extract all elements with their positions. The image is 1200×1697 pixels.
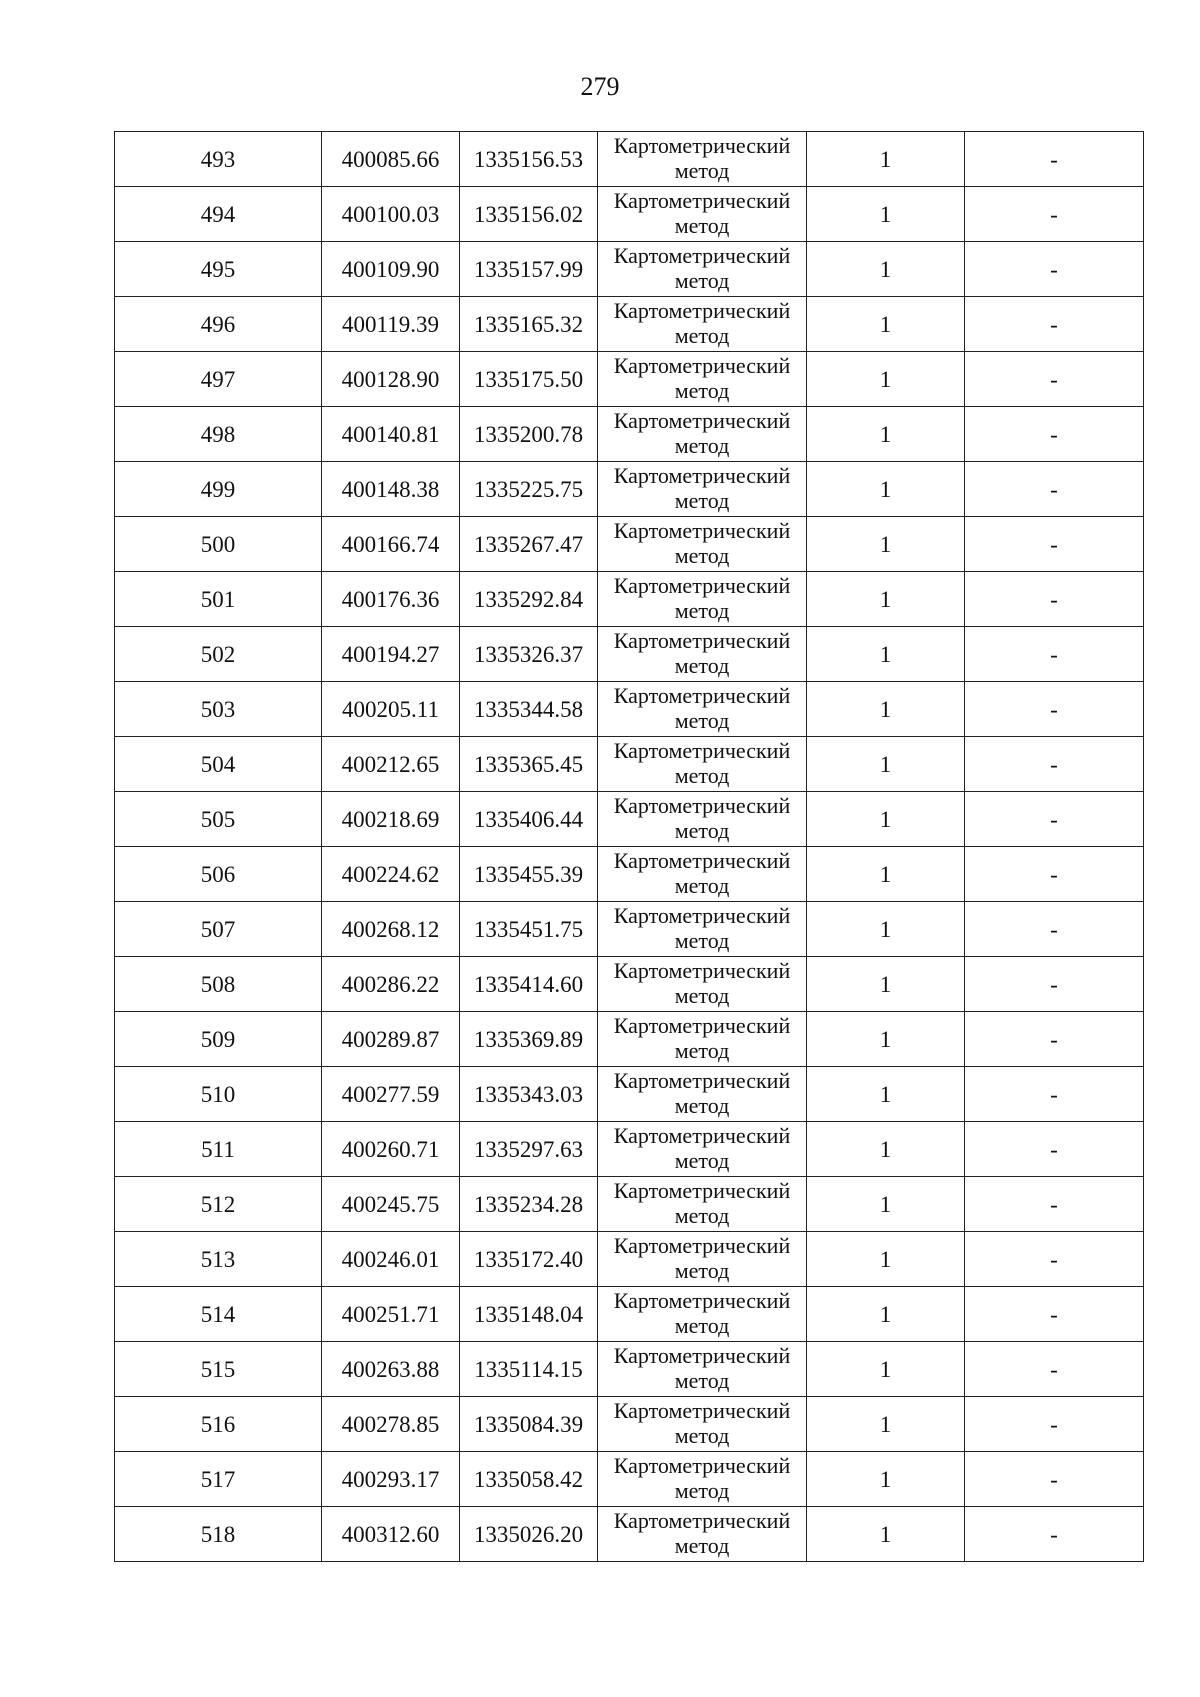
coordinates-table: [114, 131, 1144, 1562]
method-cell: [598, 1342, 807, 1397]
accuracy-cell: 1: [807, 517, 965, 572]
method-cell: [598, 1122, 807, 1177]
method-name-line: Картометрический: [613, 353, 791, 378]
table-row: [115, 1067, 1144, 1122]
method-name-line: метод: [674, 158, 730, 183]
note-cell: -: [965, 132, 1144, 187]
y-coordinate-cell: 1335455.39: [460, 847, 598, 902]
method-cell: [598, 1177, 807, 1232]
accuracy-cell: 1: [807, 902, 965, 957]
method-name-line: Картометрический: [613, 1288, 791, 1313]
method-cell: [598, 1452, 807, 1507]
method-name-line: Картометрический: [613, 793, 791, 818]
table-row: [115, 682, 1144, 737]
method-name-line: метод: [674, 378, 730, 403]
table-row: [115, 132, 1144, 187]
point-number-cell: 505: [115, 792, 322, 847]
point-number-cell: 514: [115, 1287, 322, 1342]
note-cell: -: [965, 407, 1144, 462]
point-number-cell: 500: [115, 517, 322, 572]
y-coordinate-cell: 1335172.40: [460, 1232, 598, 1287]
accuracy-cell: 1: [807, 187, 965, 242]
method-cell: [598, 1287, 807, 1342]
y-coordinate-cell: 1335451.75: [460, 902, 598, 957]
note-cell: -: [965, 1507, 1144, 1562]
method-name-line: Картометрический: [613, 683, 791, 708]
note-cell: -: [965, 352, 1144, 407]
table-row: [115, 1397, 1144, 1452]
method-name-line: метод: [674, 598, 730, 623]
note-cell: -: [965, 627, 1144, 682]
method-name-line: метод: [674, 983, 730, 1008]
accuracy-cell: 1: [807, 1177, 965, 1232]
y-coordinate-cell: 1335200.78: [460, 407, 598, 462]
y-coordinate-cell: 1335344.58: [460, 682, 598, 737]
accuracy-cell: 1: [807, 132, 965, 187]
coordinates-table-body: [115, 132, 1144, 1562]
table-row: [115, 1177, 1144, 1232]
accuracy-cell: 1: [807, 1067, 965, 1122]
method-cell: [598, 242, 807, 297]
accuracy-cell: 1: [807, 1342, 965, 1397]
y-coordinate-cell: 1335156.53: [460, 132, 598, 187]
point-number-cell: 504: [115, 737, 322, 792]
accuracy-cell: 1: [807, 242, 965, 297]
point-number-cell: 501: [115, 572, 322, 627]
point-number-cell: 513: [115, 1232, 322, 1287]
point-number-cell: 510: [115, 1067, 322, 1122]
y-coordinate-cell: 1335058.42: [460, 1452, 598, 1507]
table-row: [115, 1452, 1144, 1507]
x-coordinate-cell: 400260.71: [322, 1122, 460, 1177]
x-coordinate-cell: 400263.88: [322, 1342, 460, 1397]
method-name-line: Картометрический: [613, 133, 791, 158]
x-coordinate-cell: 400289.87: [322, 1012, 460, 1067]
x-coordinate-cell: 400246.01: [322, 1232, 460, 1287]
accuracy-cell: 1: [807, 682, 965, 737]
note-cell: -: [965, 1452, 1144, 1507]
accuracy-cell: 1: [807, 627, 965, 682]
y-coordinate-cell: 1335156.02: [460, 187, 598, 242]
note-cell: -: [965, 1342, 1144, 1397]
y-coordinate-cell: 1335148.04: [460, 1287, 598, 1342]
method-name-line: Картометрический: [613, 573, 791, 598]
x-coordinate-cell: 400194.27: [322, 627, 460, 682]
method-cell: [598, 132, 807, 187]
accuracy-cell: 1: [807, 1452, 965, 1507]
accuracy-cell: 1: [807, 957, 965, 1012]
note-cell: -: [965, 847, 1144, 902]
method-name-line: метод: [674, 1093, 730, 1118]
method-name-line: Картометрический: [613, 848, 791, 873]
method-name-line: Картометрический: [613, 738, 791, 763]
method-name-line: Картометрический: [613, 1343, 791, 1368]
method-name-line: метод: [674, 1148, 730, 1173]
method-name-line: метод: [674, 1423, 730, 1448]
method-cell: [598, 1507, 807, 1562]
method-name-line: Картометрический: [613, 1398, 791, 1423]
table-row: [115, 792, 1144, 847]
x-coordinate-cell: 400224.62: [322, 847, 460, 902]
method-name-line: метод: [674, 213, 730, 238]
method-cell: [598, 627, 807, 682]
method-cell: [598, 1397, 807, 1452]
method-name-line: метод: [674, 1203, 730, 1228]
point-number-cell: 508: [115, 957, 322, 1012]
table-row: [115, 847, 1144, 902]
note-cell: -: [965, 1232, 1144, 1287]
table-row: [115, 297, 1144, 352]
method-name-line: метод: [674, 1038, 730, 1063]
table-row: [115, 1232, 1144, 1287]
table-row: [115, 627, 1144, 682]
note-cell: -: [965, 572, 1144, 627]
y-coordinate-cell: 1335114.15: [460, 1342, 598, 1397]
x-coordinate-cell: 400268.12: [322, 902, 460, 957]
y-coordinate-cell: 1335297.63: [460, 1122, 598, 1177]
y-coordinate-cell: 1335225.75: [460, 462, 598, 517]
table-row: [115, 1507, 1144, 1562]
table-row: [115, 1287, 1144, 1342]
method-name-line: метод: [674, 1478, 730, 1503]
y-coordinate-cell: 1335165.32: [460, 297, 598, 352]
table-row: [115, 1122, 1144, 1177]
accuracy-cell: 1: [807, 352, 965, 407]
method-cell: [598, 187, 807, 242]
x-coordinate-cell: 400100.03: [322, 187, 460, 242]
y-coordinate-cell: 1335267.47: [460, 517, 598, 572]
point-number-cell: 494: [115, 187, 322, 242]
table-row: [115, 187, 1144, 242]
point-number-cell: 503: [115, 682, 322, 737]
method-name-line: Картометрический: [613, 628, 791, 653]
method-cell: [598, 957, 807, 1012]
method-name-line: Картометрический: [613, 1013, 791, 1038]
table-row: [115, 517, 1144, 572]
y-coordinate-cell: 1335365.45: [460, 737, 598, 792]
accuracy-cell: 1: [807, 572, 965, 627]
point-number-cell: 496: [115, 297, 322, 352]
note-cell: -: [965, 1067, 1144, 1122]
note-cell: -: [965, 297, 1144, 352]
y-coordinate-cell: 1335292.84: [460, 572, 598, 627]
note-cell: -: [965, 462, 1144, 517]
method-cell: [598, 352, 807, 407]
note-cell: -: [965, 1012, 1144, 1067]
method-name-line: Картометрический: [613, 1123, 791, 1148]
method-cell: [598, 1012, 807, 1067]
x-coordinate-cell: 400277.59: [322, 1067, 460, 1122]
point-number-cell: 517: [115, 1452, 322, 1507]
point-number-cell: 502: [115, 627, 322, 682]
accuracy-cell: 1: [807, 1122, 965, 1177]
x-coordinate-cell: 400245.75: [322, 1177, 460, 1232]
note-cell: -: [965, 187, 1144, 242]
method-cell: [598, 682, 807, 737]
x-coordinate-cell: 400119.39: [322, 297, 460, 352]
point-number-cell: 497: [115, 352, 322, 407]
method-cell: [598, 297, 807, 352]
method-name-line: метод: [674, 543, 730, 568]
method-name-line: Картометрический: [613, 408, 791, 433]
y-coordinate-cell: 1335026.20: [460, 1507, 598, 1562]
method-name-line: Картометрический: [613, 518, 791, 543]
y-coordinate-cell: 1335343.03: [460, 1067, 598, 1122]
table-row: [115, 1342, 1144, 1397]
y-coordinate-cell: 1335414.60: [460, 957, 598, 1012]
y-coordinate-cell: 1335326.37: [460, 627, 598, 682]
point-number-cell: 518: [115, 1507, 322, 1562]
method-name-line: Картометрический: [613, 298, 791, 323]
method-name-line: Картометрический: [613, 1233, 791, 1258]
accuracy-cell: 1: [807, 407, 965, 462]
note-cell: -: [965, 1122, 1144, 1177]
method-name-line: метод: [674, 1258, 730, 1283]
table-row: [115, 462, 1144, 517]
accuracy-cell: 1: [807, 1397, 965, 1452]
accuracy-cell: 1: [807, 1507, 965, 1562]
method-name-line: метод: [674, 1368, 730, 1393]
method-name-line: Картометрический: [613, 903, 791, 928]
method-name-line: Картометрический: [613, 188, 791, 213]
point-number-cell: 499: [115, 462, 322, 517]
x-coordinate-cell: 400218.69: [322, 792, 460, 847]
x-coordinate-cell: 400085.66: [322, 132, 460, 187]
method-cell: [598, 572, 807, 627]
table-row: [115, 242, 1144, 297]
method-cell: [598, 407, 807, 462]
table-row: [115, 957, 1144, 1012]
x-coordinate-cell: 400128.90: [322, 352, 460, 407]
method-name-line: метод: [674, 708, 730, 733]
method-name-line: метод: [674, 818, 730, 843]
table-row: [115, 737, 1144, 792]
accuracy-cell: 1: [807, 792, 965, 847]
method-cell: [598, 737, 807, 792]
point-number-cell: 506: [115, 847, 322, 902]
x-coordinate-cell: 400278.85: [322, 1397, 460, 1452]
method-cell: [598, 1067, 807, 1122]
page-number: 279: [580, 72, 620, 101]
note-cell: -: [965, 1397, 1144, 1452]
point-number-cell: 495: [115, 242, 322, 297]
x-coordinate-cell: 400166.74: [322, 517, 460, 572]
point-number-cell: 511: [115, 1122, 322, 1177]
y-coordinate-cell: 1335234.28: [460, 1177, 598, 1232]
x-coordinate-cell: 400293.17: [322, 1452, 460, 1507]
method-name-line: метод: [674, 653, 730, 678]
x-coordinate-cell: 400205.11: [322, 682, 460, 737]
y-coordinate-cell: 1335157.99: [460, 242, 598, 297]
method-cell: [598, 902, 807, 957]
accuracy-cell: 1: [807, 297, 965, 352]
note-cell: -: [965, 737, 1144, 792]
x-coordinate-cell: 400140.81: [322, 407, 460, 462]
y-coordinate-cell: 1335084.39: [460, 1397, 598, 1452]
y-coordinate-cell: 1335369.89: [460, 1012, 598, 1067]
method-cell: [598, 517, 807, 572]
note-cell: -: [965, 902, 1144, 957]
note-cell: -: [965, 242, 1144, 297]
accuracy-cell: 1: [807, 462, 965, 517]
point-number-cell: 512: [115, 1177, 322, 1232]
point-number-cell: 509: [115, 1012, 322, 1067]
x-coordinate-cell: 400286.22: [322, 957, 460, 1012]
method-name-line: метод: [674, 488, 730, 513]
method-name-line: метод: [674, 928, 730, 953]
method-name-line: метод: [674, 873, 730, 898]
note-cell: -: [965, 957, 1144, 1012]
method-cell: [598, 462, 807, 517]
accuracy-cell: 1: [807, 1232, 965, 1287]
method-cell: [598, 792, 807, 847]
note-cell: -: [965, 1287, 1144, 1342]
method-cell: [598, 847, 807, 902]
point-number-cell: 498: [115, 407, 322, 462]
y-coordinate-cell: 1335175.50: [460, 352, 598, 407]
method-cell: [598, 1232, 807, 1287]
x-coordinate-cell: 400176.36: [322, 572, 460, 627]
note-cell: -: [965, 792, 1144, 847]
point-number-cell: 515: [115, 1342, 322, 1397]
method-name-line: метод: [674, 268, 730, 293]
accuracy-cell: 1: [807, 847, 965, 902]
y-coordinate-cell: 1335406.44: [460, 792, 598, 847]
note-cell: -: [965, 517, 1144, 572]
x-coordinate-cell: 400251.71: [322, 1287, 460, 1342]
accuracy-cell: 1: [807, 1012, 965, 1067]
method-name-line: метод: [674, 433, 730, 458]
accuracy-cell: 1: [807, 737, 965, 792]
table-row: [115, 1012, 1144, 1067]
method-name-line: метод: [674, 323, 730, 348]
x-coordinate-cell: 400212.65: [322, 737, 460, 792]
table-row: [115, 407, 1144, 462]
x-coordinate-cell: 400312.60: [322, 1507, 460, 1562]
method-name-line: Картометрический: [613, 958, 791, 983]
point-number-cell: 493: [115, 132, 322, 187]
method-name-line: Картометрический: [613, 1453, 791, 1478]
method-name-line: Картометрический: [613, 463, 791, 488]
x-coordinate-cell: 400109.90: [322, 242, 460, 297]
point-number-cell: 516: [115, 1397, 322, 1452]
method-name-line: Картометрический: [613, 1068, 791, 1093]
table-row: [115, 902, 1144, 957]
method-name-line: метод: [674, 763, 730, 788]
accuracy-cell: 1: [807, 1287, 965, 1342]
table-row: [115, 572, 1144, 627]
note-cell: -: [965, 1177, 1144, 1232]
method-name-line: метод: [674, 1533, 730, 1558]
method-name-line: Картометрический: [613, 1178, 791, 1203]
method-name-line: Картометрический: [613, 243, 791, 268]
x-coordinate-cell: 400148.38: [322, 462, 460, 517]
note-cell: -: [965, 682, 1144, 737]
table-row: [115, 352, 1144, 407]
method-name-line: Картометрический: [613, 1508, 791, 1533]
method-name-line: метод: [674, 1313, 730, 1338]
point-number-cell: 507: [115, 902, 322, 957]
